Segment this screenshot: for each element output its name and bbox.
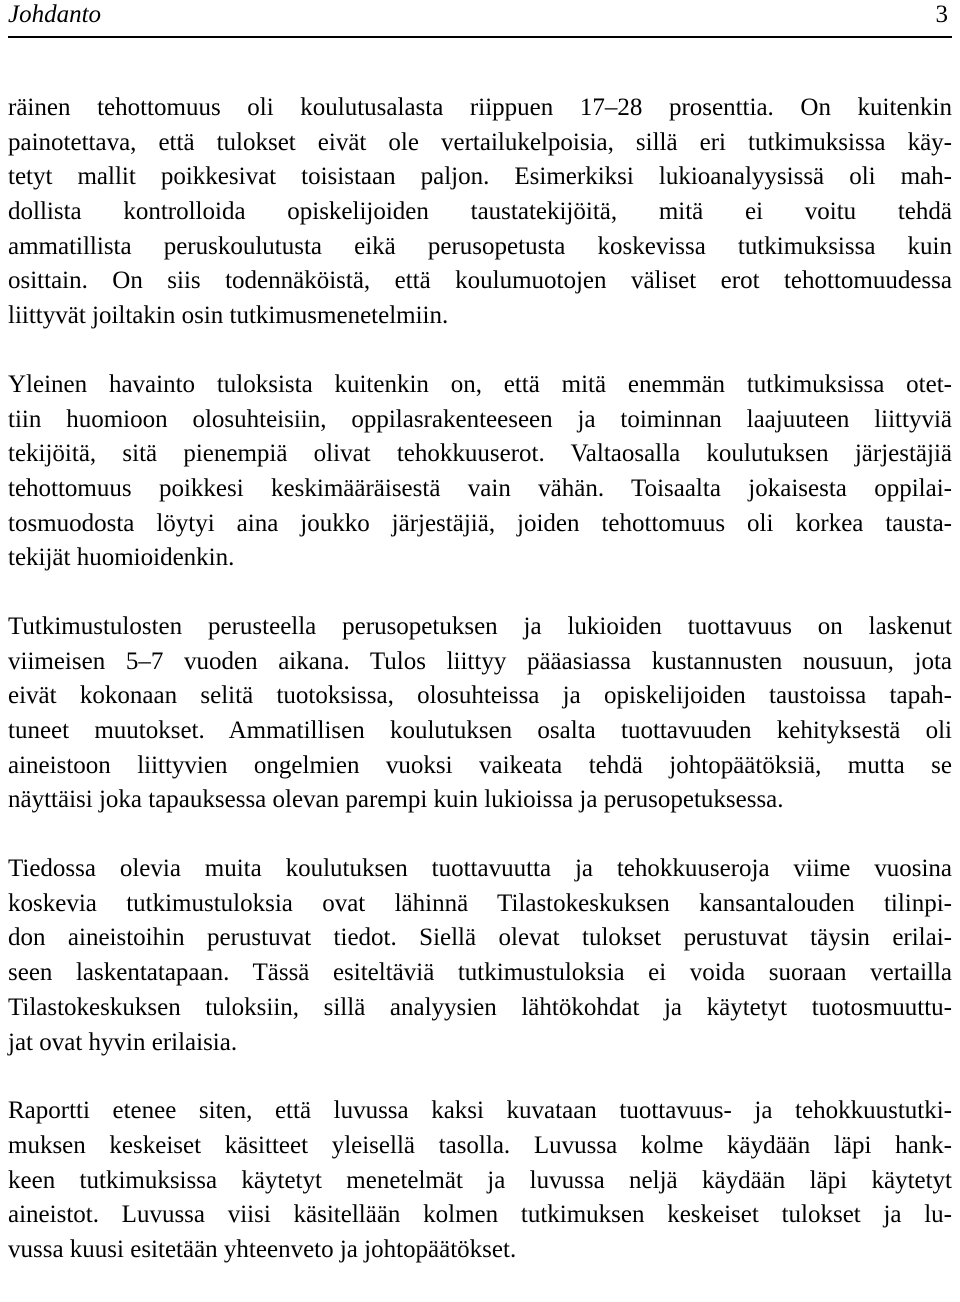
- text-line: tiin huomioon olosuhteisiin, oppilasrakenteeseen ja toiminnan laajuuteen liittyviä: [8, 405, 952, 433]
- text-line: jat ovat hyvin erilaisia.: [8, 1028, 238, 1056]
- text-line: aineistoon liittyvien ongelmien vuoksi vaikeata tehdä johtopäätöksiä, mutta se: [8, 751, 952, 779]
- text-line: Tilastokeskuksen tuloksiin, sillä analyysien lähtökohdat ja käytetyt tuotosmuuttu-: [8, 993, 952, 1021]
- header-rule: [8, 36, 952, 38]
- paragraph: [8, 91, 952, 334]
- text-line: Tiedossa olevia muita koulutuksen tuottavuutta ja tehokkuuseroja viime vuosina: [8, 855, 952, 883]
- paragraph: [8, 368, 952, 576]
- text-line: räinen tehottomuus oli koulutusalasta riippuen 17–28 prosenttia. On kuitenkin: [8, 94, 952, 121]
- text-line: tosmuodosta löytyi aina joukko järjestäjiä, joiden tehottomuus oli korkea tausta-: [8, 509, 952, 537]
- text-line: tuneet muutokset. Ammatillisen koulutuksen osalta tuottavuuden kehityksestä oli: [8, 717, 952, 744]
- text-line: Tutkimustulosten perusteella perusopetuksen ja lukioiden tuottavuus on laskenut: [8, 612, 952, 640]
- text-line: Raportti etenee siten, että luvussa kaksi kuvataan tuottavuus- ja tehokkuustutki-: [8, 1097, 952, 1125]
- text-line: keen tutkimuksissa käytetyt menetelmät ja luvussa neljä käydään läpi käytetyt: [8, 1166, 952, 1194]
- paragraph: [8, 1094, 952, 1267]
- text-line: dollista kontrolloida opiskelijoiden taustatekijöitä, mitä ei voitu tehdä: [8, 198, 952, 226]
- chapter-title: Johdanto: [8, 1, 102, 28]
- text-line: eivät kokonaan selitä tuotoksissa, olosuhteissa ja opiskelijoiden taustoissa tapah-: [8, 682, 952, 710]
- text-line: ammatillista peruskoulutusta eikä perusopetusta koskevissa tutkimuksissa kuin: [8, 232, 952, 260]
- text-line: aineistot. Luvussa viisi käsitellään kolmen tutkimuksen keskeiset tulokset ja lu-: [8, 1201, 952, 1229]
- text-line: don aineistoihin perustuvat tiedot. Siellä olevat tulokset perustuvat täysin erilai-: [8, 924, 952, 952]
- paragraph: [8, 610, 952, 818]
- body-text: [8, 91, 952, 1302]
- text-line: vussa kuusi esitetään yhteenveto ja johtopäätökset.: [8, 1235, 517, 1263]
- text-line: viimeisen 5–7 vuoden aikana. Tulos liittyy pääasiassa kustannusten nousuun, jota: [8, 647, 952, 675]
- text-line: tekijöitä, sitä pienempiä olivat tehokkuuserot. Valtaosalla koulutuksen järjestäjiä: [8, 440, 952, 468]
- text-line: tetyt mallit poikkesivat toisistaan paljon. Esimerkiksi lukioanalyysissä oli mah-: [8, 163, 952, 191]
- text-line: koskevia tutkimustuloksia ovat lähinnä Tilastokeskuksen kansantalouden tilinpi-: [8, 889, 952, 917]
- page-number: 3: [935, 1, 948, 28]
- text-line: Yleinen havainto tuloksista kuitenkin on, että mitä enemmän tutkimuksissa otet-: [8, 370, 952, 398]
- text-line: seen laskentatapaan. Tässä esiteltäviä tutkimustuloksia ei voida suoraan vertailla: [8, 959, 952, 987]
- text-line: liittyvät joiltakin osin tutkimusmenetelmiin.: [8, 302, 449, 330]
- text-line: muksen keskeiset käsitteet yleisellä tasolla. Luvussa kolme käydään läpi hank-: [8, 1131, 952, 1159]
- text-line: tehottomuus poikkesi keskimääräisestä vain vähän. Toisaalta jokaisesta oppilai-: [8, 474, 952, 502]
- text-line: tekijät huomioidenkin.: [8, 544, 235, 572]
- paragraph: [8, 852, 952, 1060]
- text-line: osittain. On siis todennäköistä, että koulumuotojen väliset erot tehottomuudessa: [8, 267, 952, 295]
- running-header: [8, 0, 948, 34]
- text-line: painotettava, että tulokset eivät ole vertailukelpoisia, sillä eri tutkimuksissa käy-: [8, 128, 952, 156]
- text-line: näyttäisi joka tapauksessa olevan parempi kuin lukioissa ja perusopetuksessa.: [8, 786, 784, 814]
